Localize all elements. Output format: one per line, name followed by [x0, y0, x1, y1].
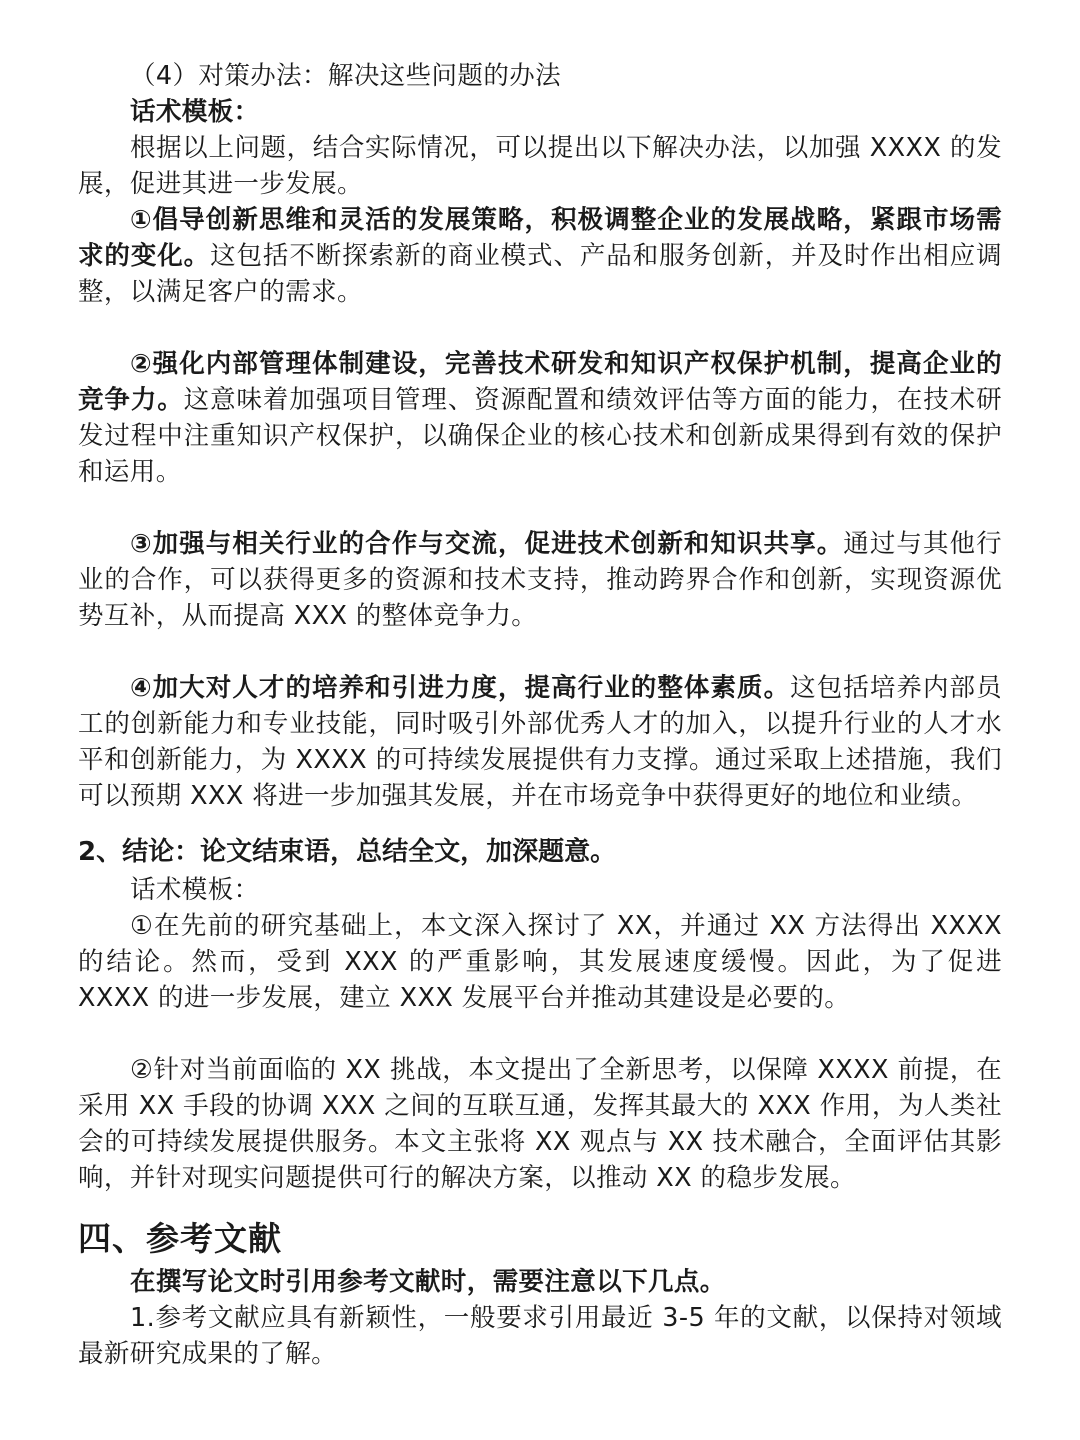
measure-3-text: 通过与其他行业的合作，可以获得更多的资源和技术支持，推动跨界合作和创新，实现资源优势互补，从而提高 XXX 的整体竞争力。	[78, 529, 1002, 631]
measure-2	[78, 346, 1002, 490]
references-heading: 四、参考文献	[78, 1219, 282, 1258]
conclusion-heading: 2、结论：论文结束语，总结全文，加深题意。	[78, 837, 617, 867]
measure-1-text: 这包括不断探索新的商业模式、产品和服务创新，并及时作出相应调整，以满足客户的需求。	[78, 241, 1002, 307]
measure-3-lead: ③加强与相关行业的合作与交流，促进技术创新和知识共享。	[130, 529, 844, 559]
measure-1	[78, 202, 1002, 310]
conclusion-template-label: 话术模板：	[130, 875, 260, 905]
conclusion-paragraph-2: ②针对当前面临的 XX 挑战，本文提出了全新思考，以保障 XXXX 前提，在采用 XX 手段的协调 XXX 之间的互联互通，发挥其最大的 XXX 作用，为人类社会的可持续发展提供服务。本文主张将 XX 观点与 XX 技术融合，全面评估其影响，并针对现实问题提供可行的解决方案，以推动 XX 的稳步发展。	[78, 1055, 1002, 1193]
measure-4-lead: ④加大对人才的培养和引进力度，提高行业的整体素质。	[130, 673, 791, 703]
section-4-heading: （4）对策办法：解决这些问题的办法	[130, 61, 562, 91]
section-4-intro: 根据以上问题，结合实际情况，可以提出以下解决办法，以加强 XXXX 的发展，促进其进一步发展。	[78, 133, 1002, 199]
measure-4-text: 这包括培养内部员工的创新能力和专业技能，同时吸引外部优秀人才的加入，以提升行业的人才水平和创新能力，为 XXXX 的可持续发展提供有力支撑。通过采取上述措施，我们可以预期 XXX 将进一步加强其发展，并在市场竞争中获得更好的地位和业绩。	[78, 673, 1003, 811]
conclusion-paragraph-1: ①在先前的研究基础上，本文深入探讨了 XX，并通过 XX 方法得出 XXXX 的结论。然而，受到 XXX 的严重影响，其发展速度缓慢。因此，为了促进 XXXX 的进一步发展，建立 XXX 发展平台并推动其建设是必要的。	[78, 911, 1002, 1013]
references-intro: 在撰写论文时引用参考文献时，需要注意以下几点。	[130, 1267, 726, 1297]
reference-note-1: 1.参考文献应具有新颖性，一般要求引用最近 3-5 年的文献，以保持对领域最新研究成果的了解。	[78, 1303, 1002, 1369]
template-label: 话术模板：	[130, 97, 260, 127]
measure-1-lead: ①倡导创新思维和灵活的发展策略，积极调整企业的发展战略，紧跟市场需求的变化。	[78, 205, 1002, 271]
measure-4	[78, 670, 1002, 814]
measure-3	[78, 526, 1002, 634]
measure-2-text: 这意味着加强项目管理、资源配置和绩效评估等方面的能力，在技术研发过程中注重知识产权保护，以确保企业的核心技术和创新成果得到有效的保护和运用。	[78, 385, 1003, 487]
measure-2-lead: ②强化内部管理体制建设，完善技术研发和知识产权保护机制，提高企业的竞争力。	[78, 349, 1002, 415]
